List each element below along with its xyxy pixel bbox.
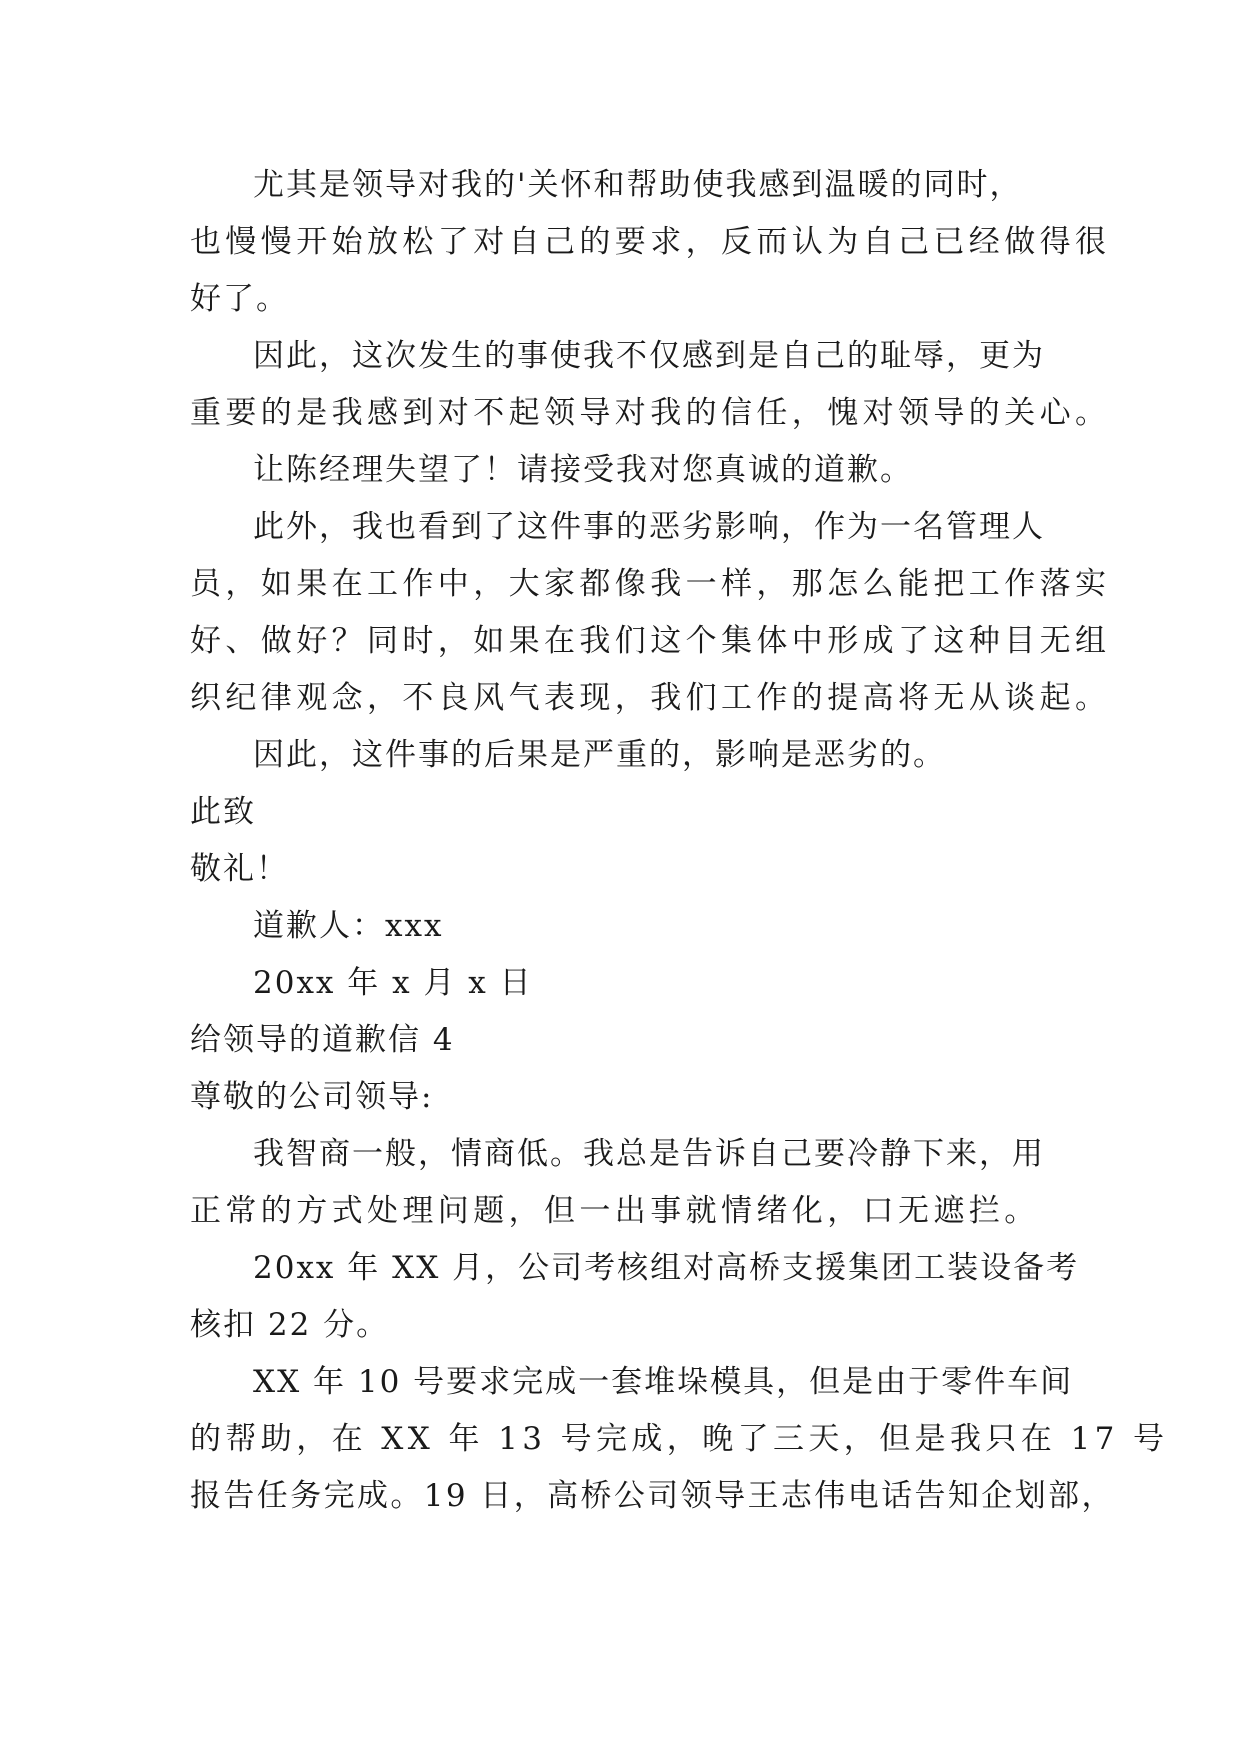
text-line: 重要的是我感到对不起领导对我的信任，愧对领导的关心。	[190, 395, 1111, 431]
text-line: 让陈经理失望了！请接受我对您真诚的道歉。	[253, 452, 913, 488]
date-line: 20xx 年 x 月 x 日	[253, 965, 533, 1001]
section-title: 给领导的道歉信 4	[190, 1022, 455, 1058]
text-line: 因此，这件事的后果是严重的，影响是恶劣的。	[253, 737, 946, 773]
text-line: 20xx 年 XX 月，公司考核组对高桥支援集团工装设备考	[253, 1250, 1080, 1286]
salutation-line: 敬礼！	[190, 851, 289, 887]
greeting-line: 尊敬的公司领导:	[190, 1079, 434, 1115]
text-line: 正常的方式处理问题，但一出事就情绪化，口无遮拦。	[190, 1193, 1040, 1229]
closing-line: 此致	[190, 794, 256, 830]
text-line: 此外，我也看到了这件事的恶劣影响，作为一名管理人	[253, 509, 1045, 545]
text-line: 员，如果在工作中，大家都像我一样，那怎么能把工作落实	[190, 566, 1111, 602]
text-line: 报告任务完成。19 日，高桥公司领导王志伟电话告知企划部，	[190, 1478, 1115, 1514]
text-line: 织纪律观念，不良风气表现，我们工作的提高将无从谈起。	[190, 680, 1111, 716]
text-line: 的帮助，在 XX 年 13 号完成，晚了三天，但是我只在 17 号	[190, 1421, 1169, 1457]
signature-line: 道歉人：xxx	[253, 908, 444, 944]
text-line: 我智商一般，情商低。我总是告诉自己要冷静下来，用	[253, 1136, 1045, 1172]
text-line: 因此，这次发生的事使我不仅感到是自己的耻辱，更为	[253, 338, 1045, 374]
text-line: 也慢慢开始放松了对自己的要求，反而认为自己已经做得很	[190, 224, 1111, 260]
text-line: 好、做好？同时，如果在我们这个集体中形成了这种目无组	[190, 623, 1111, 659]
text-line: 核扣 22 分。	[190, 1307, 390, 1343]
text-line: 好了。	[190, 281, 289, 317]
text-line: 尤其是领导对我的'关怀和帮助使我感到温暖的同时，	[253, 167, 1023, 203]
text-line: XX 年 10 号要求完成一套堆垛模具，但是由于零件车间	[253, 1364, 1074, 1400]
